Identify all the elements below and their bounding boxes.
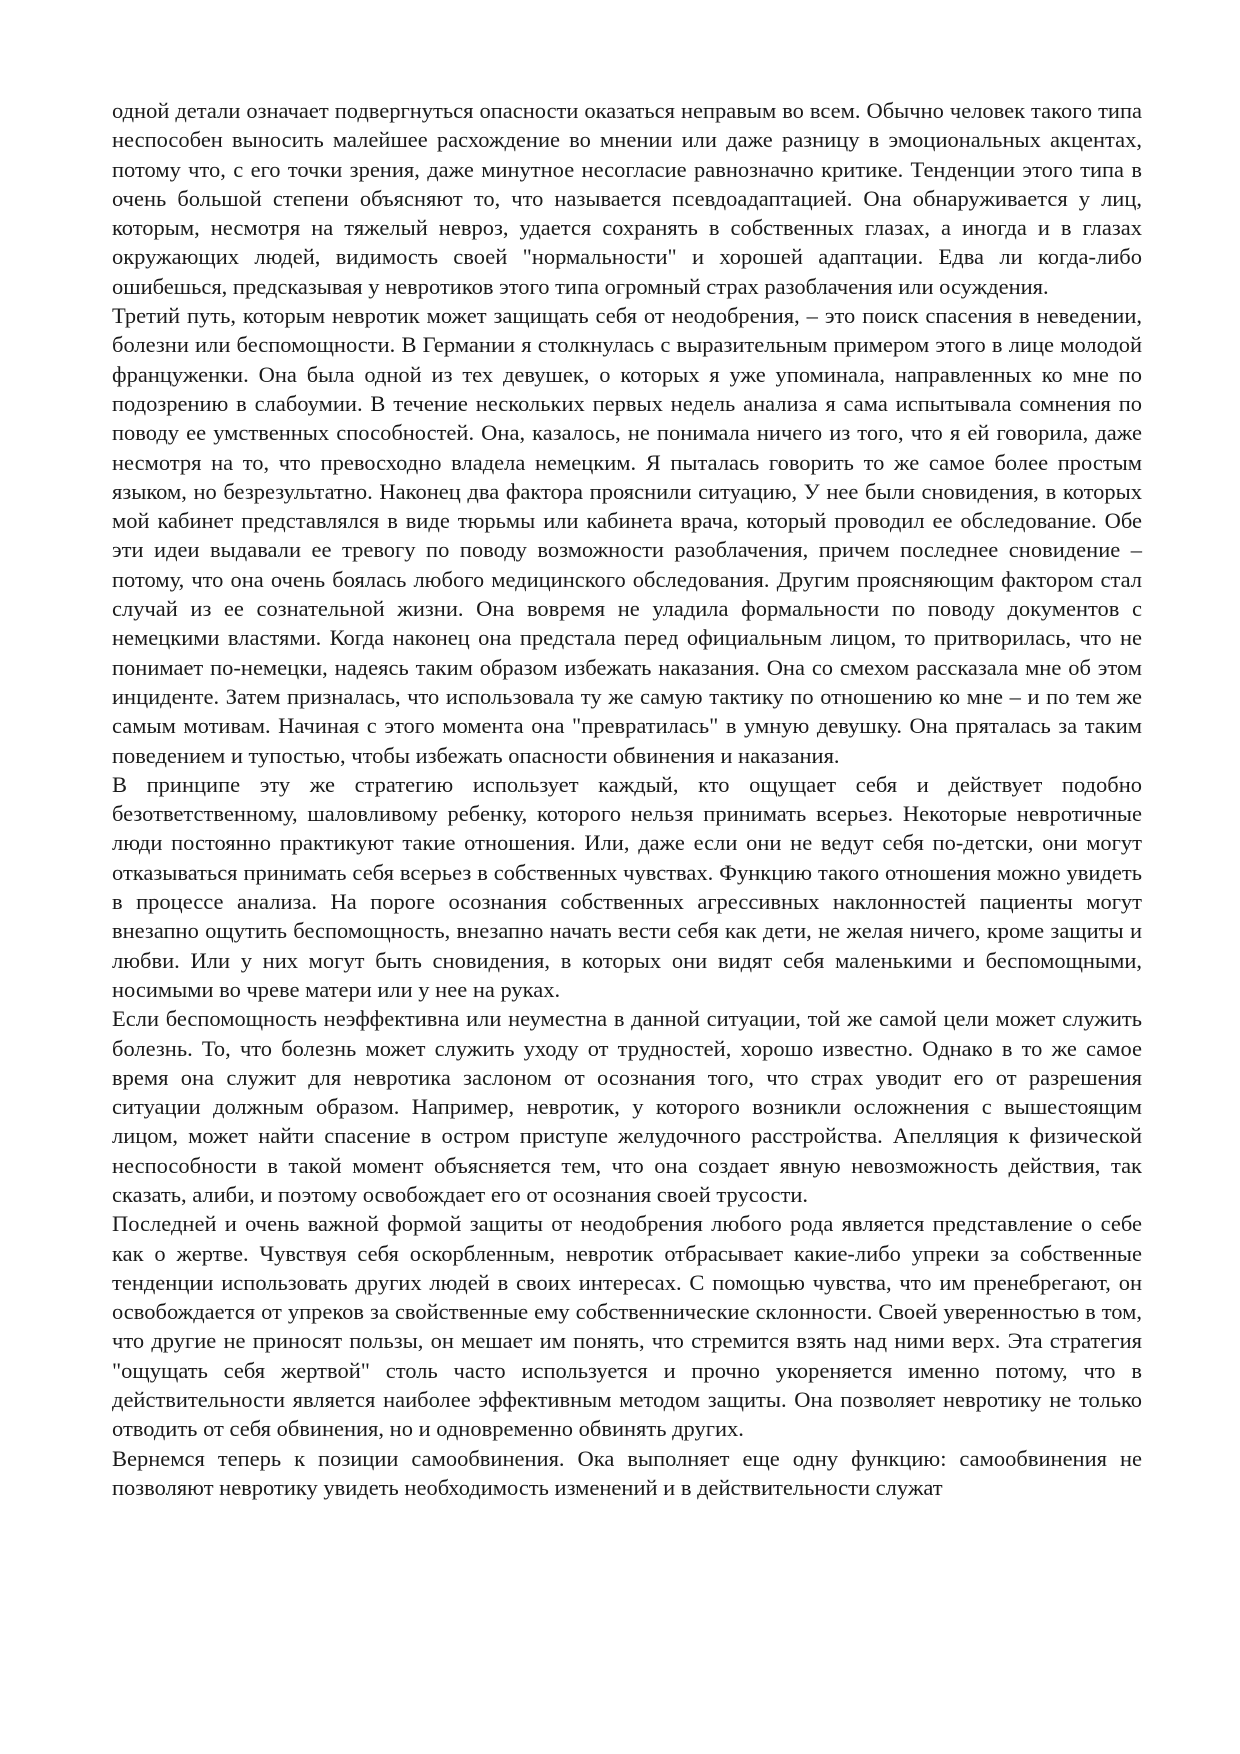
paragraph-2: Третий путь, которым невротик может защищать себя от неодобрения, – это поиск спасения в неведении, болезни или беспомощности. В Германии я столкнулась с выразительным примером этого в лице молодой француженки. Она была одной из тех девушек, о которых я уже упоминала, направленных ко мне по подозрению в слабоумии. В течение нескольких первых недель анализа я сама испытывала сомнения по поводу ее умственных способностей. Она, казалось, не понимала ничего из того, что я ей говорила, даже несмотря на то, что превосходно владела немецким. Я пыталась говорить то же самое более простым языком, но безрезультатно. Наконец два фактора прояснили ситуацию, У нее были сновидения, в которых мой кабинет представлялся в виде тюрьмы или кабинета врача, который проводил ее обследование. Обе эти идеи выдавали ее тревогу по поводу возможности разоблачения, причем последнее сновидение – потому, что она очень боялась любого медицинского обследования. Другим проясняющим фактором стал случай из ее сознательной жизни. Она вовремя не уладила формальности по поводу документов с немецкими властями. Когда наконец она предстала перед официальным лицом, то притворилась, что не понимает по-немецки, надеясь таким образом избежать наказания. Она со смехом рассказала мне об этом инциденте. Затем призналась, что использовала ту же самую тактику по отношению ко мне – и по тем же самым мотивам. Начиная с этого момента она "превратилась" в умную девушку. Она пряталась за таким поведением и тупостью, чтобы избежать опасности обвинения и наказания.: [112, 303, 1142, 768]
paragraph-4: Если беспомощность неэффективна или неуместна в данной ситуации, той же самой цели может служить болезнь. То, что болезнь может служить уходу от трудностей, хорошо известно. Однако в то же самое время она служит для невротика заслоном от осознания того, что страх уводит его от разрешения ситуации должным образом. Например, невротик, у которого возникли осложнения с вышестоящим лицом, может найти спасение в остром приступе желудочного расстройства. Апелляция к физической неспособности в такой момент объясняется тем, что она создает явную невозможность действия, так сказать, алиби, и поэтому освобождает его от осознания своей трусости.: [112, 1006, 1142, 1207]
paragraph-5: Последней и очень важной формой защиты от неодобрения любого рода является представление о себе как о жертве. Чувствуя себя оскорбленным, невротик отбрасывает какие-либо упреки за собственные тенденции использовать других людей в своих интересах. С помощью чувства, что им пренебрегают, он освобождается от упреков за свойственные ему собственнические склонности. Своей уверенностью в том, что другие не приносят пользы, он мешает им понять, что стремится взять над ними верх. Эта стратегия "ощущать себя жертвой" столь часто используется и прочно укореняется именно потому, что в действительности является наиболее эффективным методом защиты. Она позволяет невротику не только отводить от себя обвинения, но и одновременно обвинять других.: [112, 1211, 1142, 1442]
document-page: [112, 96, 1142, 1502]
paragraph-1: одной детали означает подвергнуться опасности оказаться неправым во всем. Обычно человек такого типа неспособен выносить малейшее расхождение во мнении или даже разницу в эмоциональных акцентах, потому что, с его точки зрения, даже минутное несогласие равнозначно критике. Тенденции этого типа в очень большой степени объясняют то, что называется псевдоадаптацией. Она обнаруживается у лиц, которым, несмотря на тяжелый невроз, удается сохранять в собственных глазах, а иногда и в глазах окружающих людей, видимость своей "нормальности" и хорошей адаптации. Едва ли когда-либо ошибешься, предсказывая у невротиков этого типа огромный страх разоблачения или осуждения.: [112, 98, 1142, 299]
paragraph-6: Вернемся теперь к позиции самообвинения. Ока выполняет еще одну функцию: самообвинения не позволяют невротику увидеть необходимость изменений и в действительности служат: [112, 1445, 1142, 1500]
paragraph-3: В принципе эту же стратегию использует каждый, кто ощущает себя и действует подобно безответственному, шаловливому ребенку, которого нельзя принимать всерьез. Некоторые невротичные люди постоянно практикуют такие отношения. Или, даже если они не ведут себя по-детски, они могут отказываться принимать себя всерьез в собственных чувствах. Функцию такого отношения можно увидеть в процессе анализа. На пороге осознания собственных агрессивных наклонностей пациенты могут внезапно ощутить беспомощность, внезапно начать вести себя как дети, не желая ничего, кроме защиты и любви. Или у них могут быть сновидения, в которых они видят себя маленькими и беспомощными, носимыми во чреве матери или у нее на руках.: [112, 771, 1142, 1002]
